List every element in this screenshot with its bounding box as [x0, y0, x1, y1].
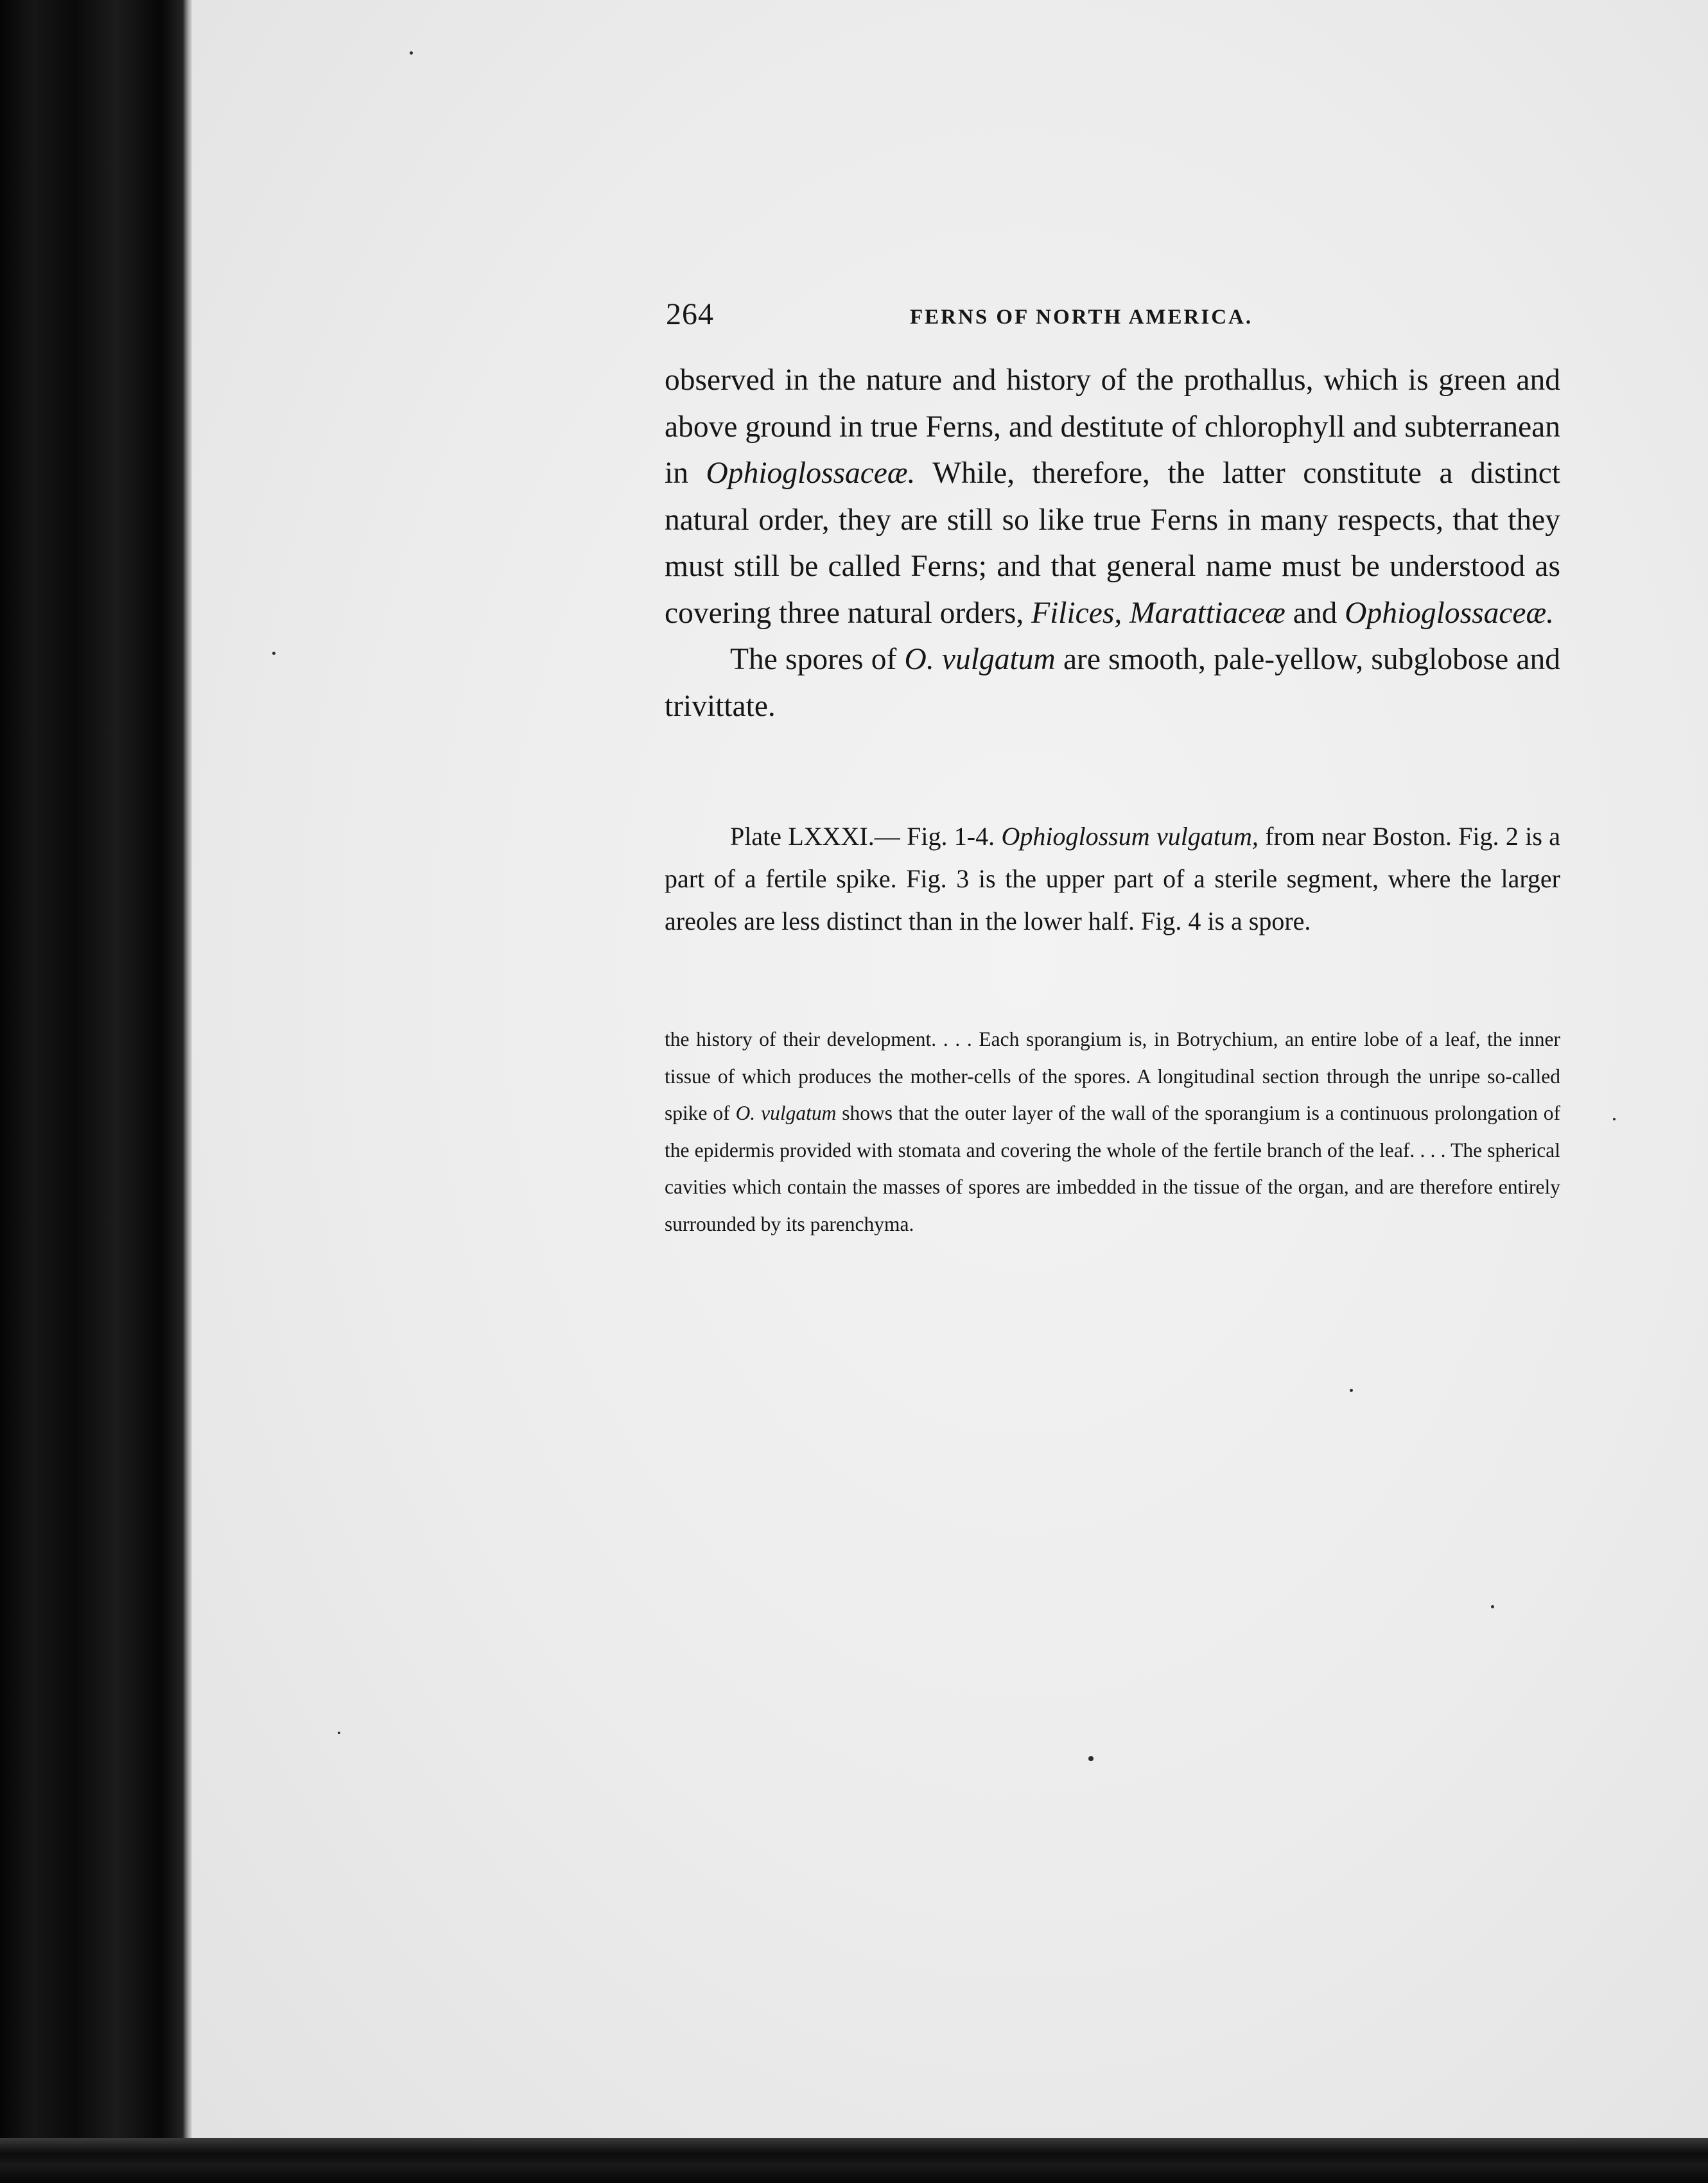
body-paragraph	[665, 636, 1560, 729]
scan-speck	[338, 1732, 340, 1734]
text-run: While, therefore, the latter constitute a distinct natural order, they are still so like true Ferns in many respects, that they must still be called Ferns; and that general name must be understood as covering three natural orders,	[665, 457, 1560, 630]
text-run: and	[1285, 596, 1345, 630]
text-run: are smooth, pale-yellow, subglobose and trivittate.	[665, 643, 1560, 723]
text-run: observed in the nature and history of the prothallus, which is green and above ground in true Ferns, and destitute of chlorophyll and subterranean in	[665, 363, 1560, 490]
text-run: The spores of	[730, 643, 905, 676]
text-run: shows that the outer layer of the wall of the sporangium is a continuous prolongation of the epidermis provided with stomata and covering the whole of the fertile branch of the leaf. . . . The spherical cavities which contain the masses of spores are imbedded in the tissue of the organ, and are therefore entirely surrounded by its parenchyma.	[665, 1102, 1560, 1235]
italic-term: Ophioglossum vulgatum,	[1001, 822, 1259, 851]
text-run: from near Boston. Fig. 2 is a part of a fertile spike. Fig. 3 is the upper part of a sterile segment, where the larger areoles are less distinct than in the lower half. Fig. 4 is a spore.	[665, 822, 1561, 935]
scan-speck	[1350, 1389, 1353, 1392]
italic-term: O. vulgatum	[904, 643, 1056, 676]
page-bottom-edge	[0, 2138, 1708, 2183]
scan-speck	[272, 652, 275, 655]
scan-speck	[1491, 1605, 1494, 1608]
scan-speck	[410, 51, 413, 55]
italic-term: Ophioglossaceæ.	[706, 457, 916, 490]
italic-term: Ophioglossaceæ.	[1345, 596, 1555, 630]
book-spine-shadow	[0, 0, 187, 2183]
footnote	[665, 1021, 1560, 1243]
scan-speck	[1088, 1756, 1094, 1761]
page-number: 264	[666, 297, 714, 331]
scan-speck	[1613, 1118, 1616, 1120]
page-gutter-edge	[183, 0, 192, 2138]
page-header	[665, 297, 1560, 335]
running-title: FERNS OF NORTH AMERICA.	[910, 306, 1253, 329]
body-paragraph	[665, 357, 1560, 636]
italic-term: Filices, Marattiaceæ	[1031, 596, 1285, 630]
body-text	[665, 357, 1560, 729]
italic-term: O. vulgatum	[735, 1102, 837, 1125]
text-run: the history of their development. . . . Each sporangium is, in Botrychium, an entire lobe of a leaf, the inner tissue of which produces the mother-cells of the spores. A longitudinal section through the unripe so-called spike of	[665, 1028, 1560, 1125]
plate-caption	[665, 815, 1560, 943]
text-run: Plate LXXXI.— Fig. 1-4.	[730, 822, 1002, 851]
